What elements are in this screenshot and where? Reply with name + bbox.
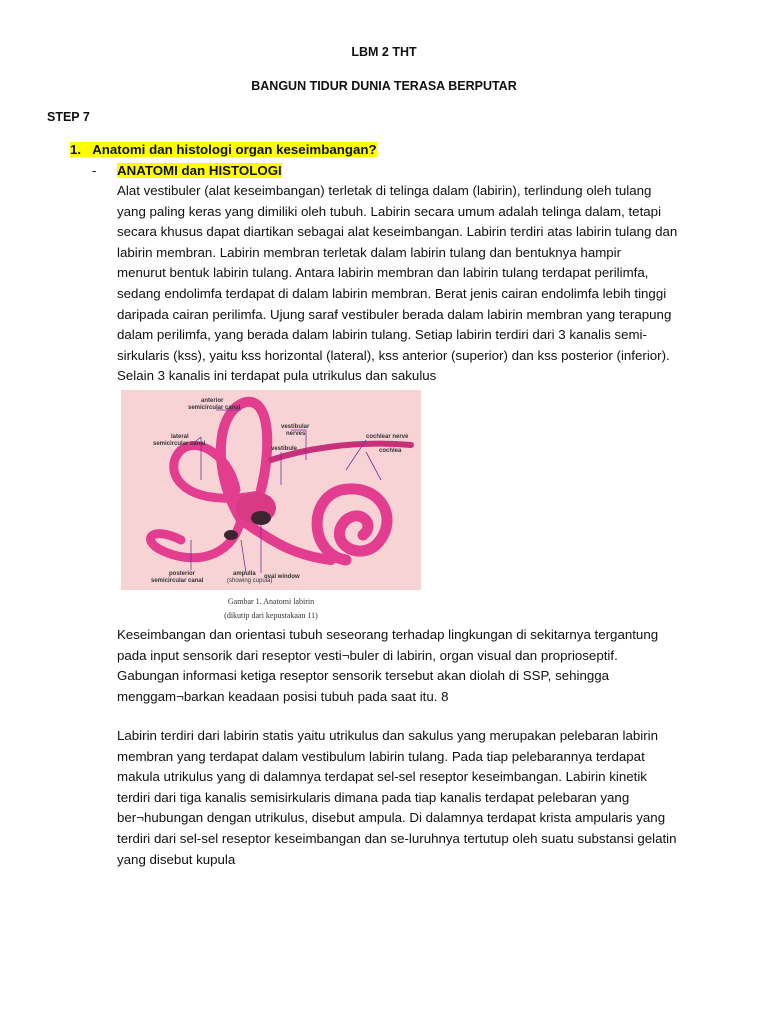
- figure-source: (dikutip dari kepustakaan 11): [224, 611, 318, 620]
- question-text: Anatomi dan histologi organ keseimbangan?: [92, 142, 377, 157]
- label-lateral-2: semicircular canal: [153, 441, 206, 447]
- doc-title: LBM 2 THT: [351, 45, 417, 59]
- label-ampulla-2: (showing cupula): [227, 578, 273, 584]
- paragraph-anatomy: Alat vestibuler (alat keseimbangan) terletak di telinga dalam (labirin), terlindung oleh tulang yang paling keras yang dimiliki oleh tubuh. Labirin secara umum adalah telinga dalam, tetapi secara khusus dapat diartikan sebagai alat keseimbangan. Labirin terdiri atas labirin tulang dan labirin membran. Labirin membran terletak dalam labirin tulang dan bentuknya hampir menurut bentuk labirin tulang. Antara labirin membran dan labirin tulang terdapat perilimfa, sedang endolimfa terdapat di dalam labirin membran. Berat jenis cairan endolimfa lebih tinggi daripada cairan perilimfa. Ujung saraf vestibuler berada dalam labirin membran yang terapung dalam perilimfa, yang berada dalam labirin tulang. Setiap labirin terdiri dari 3 kanalis semi- sirkularis (kss), yaitu kss horizontal (lateral), kss anterior (superior) dan kss posterior (inferior). Selain 3 kanalis ini terdapat pula utrikulus dan sakulus: [117, 183, 678, 384]
- figure-caption: Gambar 1. Anatomi labirin: [227, 597, 315, 606]
- labyrinth-figure: [121, 390, 421, 590]
- label-anterior-2: semicircular canal: [188, 405, 241, 411]
- section-heading-text: ANATOMI dan HISTOLOGI: [117, 163, 282, 178]
- doc-subtitle: BANGUN TIDUR DUNIA TERASA BERPUTAR: [251, 79, 517, 93]
- label-cochlea: cochlea: [379, 448, 402, 454]
- label-posterior-2: semicircular canal: [151, 578, 204, 584]
- step-heading: STEP 7: [47, 110, 90, 124]
- paragraph-balance: Keseimbangan dan orientasi tubuh seseorang terhadap lingkungan di sekitarnya tergantung pada input sensorik dari reseptor vesti¬buler di labirin, organ visual dan proprioseptif. Gabungan informasi ketiga reseptor sensorik tersebut akan diolah di SSP, sehingga menggam¬barkan keadaan posisi tubuh pada saat itu. 8: [117, 627, 659, 704]
- label-oval-window: oval window: [264, 574, 300, 580]
- label-cochlear-nerve: cochlear nerve: [366, 434, 409, 440]
- section-heading: [117, 163, 282, 178]
- label-ampulla: ampulla: [233, 571, 256, 577]
- bullet-dash: -: [92, 163, 97, 178]
- label-anterior: anterior: [201, 398, 224, 404]
- labyrinth-illustration: [121, 390, 421, 590]
- label-vestibule: vestibule: [271, 446, 298, 452]
- label-vestibular: vestibular: [281, 424, 310, 430]
- label-vestibular-2: nerves: [286, 431, 306, 437]
- question-number: 1.: [70, 142, 82, 157]
- paragraph-labyrinth: Labirin terdiri dari labirin statis yaitu utrikulus dan sakulus yang merupakan pelebaran labirin membran yang terdapat dalam vestibulum labirin tulang. Pada tiap pelebarannya terdapat makula utrikulus yang di dalamnya terdapat sel-sel reseptor keseimbangan. Labirin kinetik terdiri dari tiga kanalis semisirkularis dimana pada tiap kanalis terdapat pelebaran yang ber¬hubungan dengan utrikulus, disebut ampula. Di dalamnya terdapat krista ampularis yang terdiri dari sel-sel reseptor keseimbangan dan se-luruhnya tertutup oleh suatu substansi gelatin yang disebut kupula: [117, 728, 677, 867]
- label-posterior: posterior: [169, 571, 196, 577]
- label-lateral: lateral: [171, 434, 189, 440]
- question-1: [70, 142, 377, 157]
